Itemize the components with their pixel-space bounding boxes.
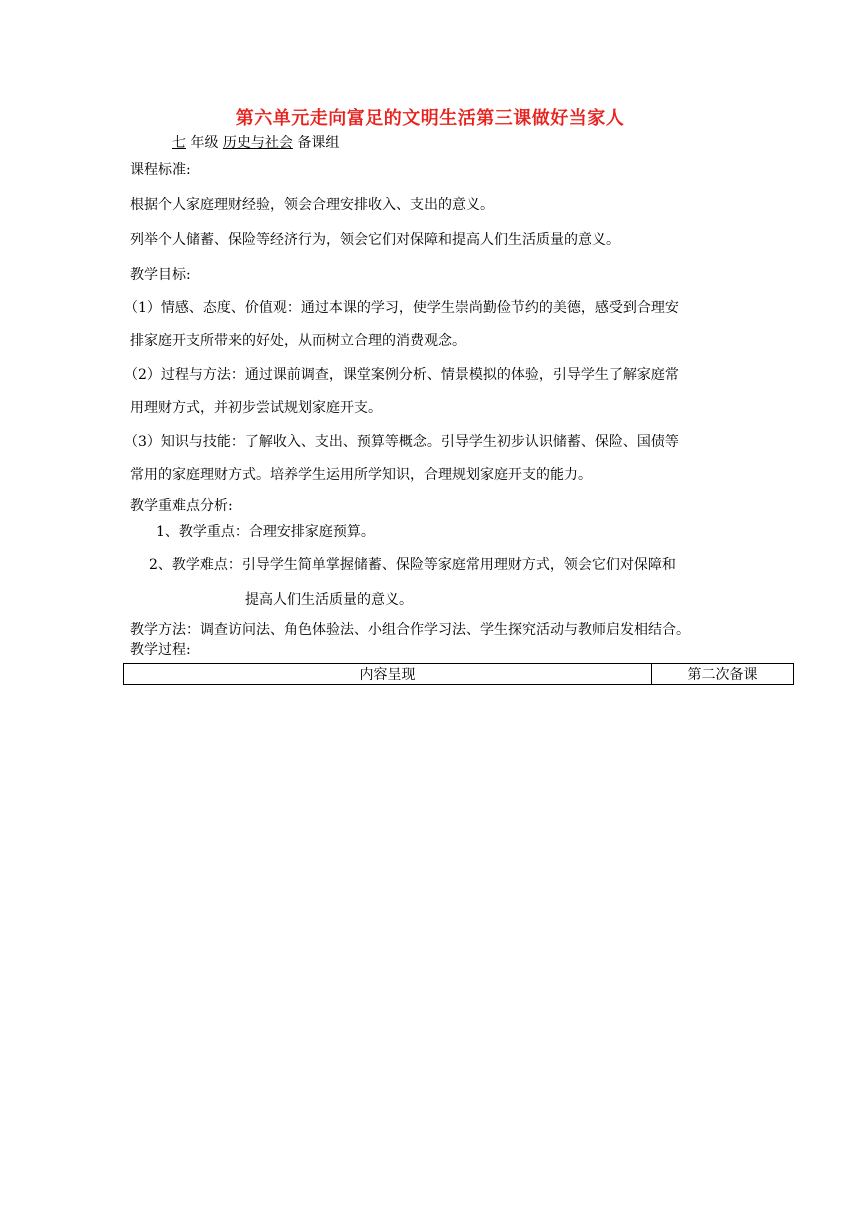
goal-3-line-1: （3）知识与技能：了解收入、支出、预算等概念。引导学生初步认识储蓄、保险、国债等 [124,434,679,450]
column-content: 内容呈现 [124,664,652,685]
goal-1-line-2: 排家庭开支所带来的好处，从而树立合理的消费观念。 [130,333,466,349]
standard-item-2: 列举个人储蓄、保险等经济行为，领会它们对保障和提高人们生活质量的意义。 [130,232,620,248]
keypoints-heading: 教学重难点分析: [130,498,233,514]
teaching-methods: 教学方法：调查访问法、角色体验法、小组合作学习法、学生探究活动与教师启发相结合。 [130,622,690,638]
standard-item-1: 根据个人家庭理财经验，领会合理安排收入、支出的意义。 [130,197,494,213]
table-header-row [124,664,794,685]
goals-heading: 教学目标: [130,267,191,283]
prep-group: 备课组 [297,135,340,151]
grade-suffix: 年级 [190,135,219,151]
document-title: 第六单元走向富足的文明生活第三课做好当家人 [235,108,625,129]
goal-3-line-2: 常用的家庭理财方式。培养学生运用所学知识，合理规划家庭开支的能力。 [130,467,592,483]
process-table [123,663,794,685]
difficult-point-line-1: 2、教学难点：引导学生简单掌握储蓄、保险等家庭常用理财方式，领会它们对保障和 [149,557,676,573]
key-point: 1、教学重点：合理安排家庭预算。 [156,524,375,540]
difficult-point-line-2: 提高人们生活质量的意义。 [245,592,413,608]
standards-heading: 课程标准: [130,162,191,178]
goal-2-line-1: （2）过程与方法：通过课前调查，课堂案例分析、情景模拟的体验，引导学生了解家庭常 [124,367,679,383]
subject: 历史与社会 [222,135,293,151]
goal-1-line-1: （1）情感、态度、价值观：通过本课的学习，使学生崇尚勤俭节约的美德，感受到合理安 [124,300,679,316]
column-second-prep: 第二次备课 [652,664,794,685]
goal-2-line-2: 用理财方式，并初步尝试规划家庭开支。 [130,400,382,416]
grade: 七 [172,135,186,151]
meta-line [172,134,339,152]
process-heading: 教学过程: [130,642,191,658]
